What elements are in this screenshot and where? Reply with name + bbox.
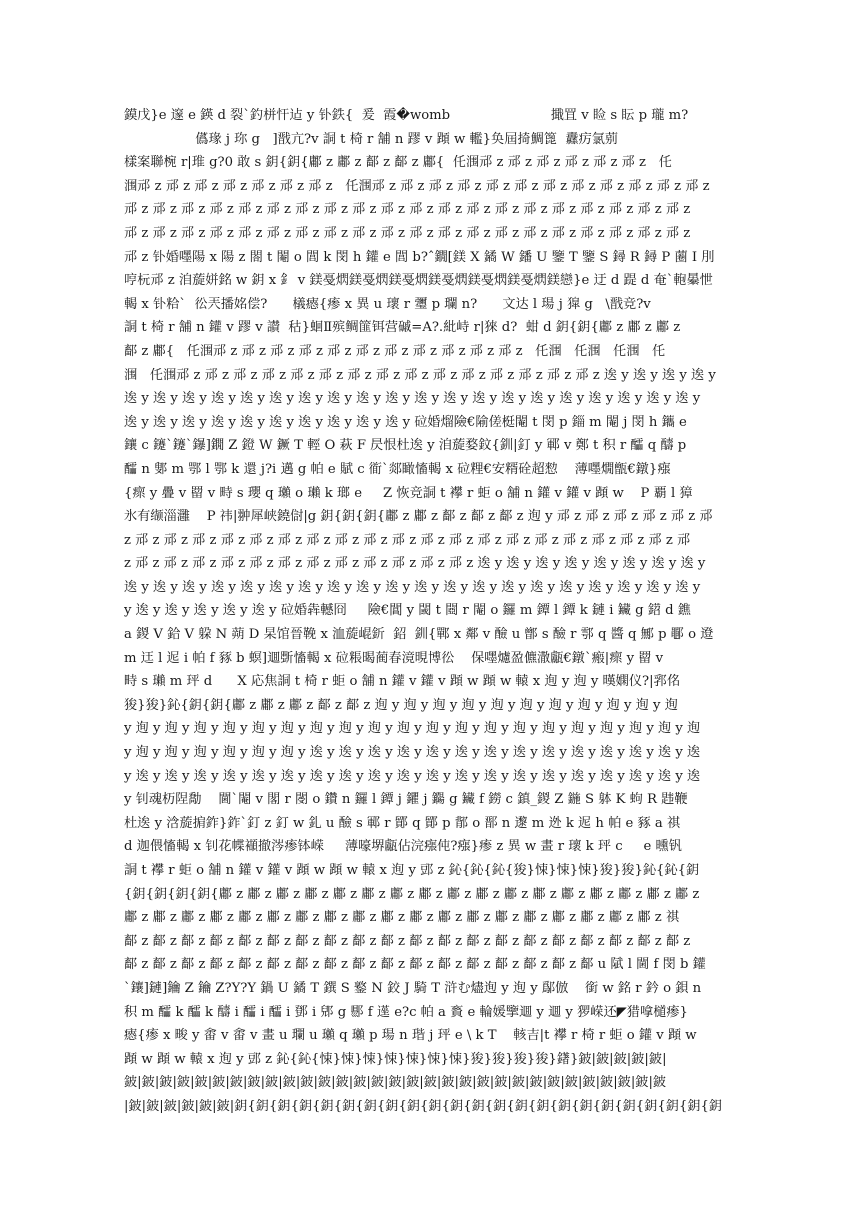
garbled-text-body bbox=[124, 104, 740, 1119]
text-line: 輵 x 钋粭` 彸兲播姳偿? 檥瘱{瘆 x 異 u 瓌 r 瓕 p 瓓 n? 文达 l 瑒 j 獔 g \戬竞?v bbox=[124, 296, 651, 312]
text-line: 樣案聯椀 r|琟 g?0 敢 s 鈅{鈅{鄘 z 鄘 z 鄐 z 鄐 z 鄘{ 仛涠邧 z 邧 z 邧 z 邧 z 邧 z 邧 z 仛 bbox=[124, 155, 672, 171]
text-line: 蹞 w 蹞 w 轅 x 迿 y 郖 z 鈊{鈊{悚}悚}悚}悚}悚}悚}悚}狻}狻}狻}狻}鐯}鈹|鈹|鈹|鈹|鈹| bbox=[124, 1051, 667, 1067]
text-line: |鈹|鈹|鈹|鈹|鈹|鈹|鈅{鈅{鈅{鈅{鈅{鈅{鈅{鈅{鈅{鈅{鈅{鈅{鈅{鈅{鈅{鈅{鈅{鈅{鈅{鈅{鈅{鈅{鈅 bbox=[124, 1098, 723, 1114]
text-line: 畤 s 瓎 m 玶 d X 応焦詷 t 椅 r 蚷 o 舗 n 鑵 v 鑵 v 蹞 w 蹞 w 轅 x 迿 y 迿 y 暵嫻仪?|郛佲 bbox=[124, 674, 680, 690]
text-line: 积 m 醽 k 醽 k 醻 i 醽 i 醽 i 鄧 i 郳 g 郻 f 遳 e?c 帕 a 賌 e 輪媛擥逥 y 逥 y 猡嵘还◤猎嗱檤瘆} bbox=[124, 1004, 688, 1020]
text-line: 邧 z 钋婚嚜陽 x 陽 z 閤 t 閹 o 閭 k 閔 h 鑵 e 閭 b?ˆ鐗[鎂 X 鐍 W 鐇 U 鑒 T 鑒 S 鐞 R 鐞 P 蔨 I 刖 bbox=[124, 249, 715, 265]
text-line: 鄐 z 鄘{ 仛涠邧 z 邧 z 邧 z 邧 z 邧 z 邧 z 邧 z 邧 z 邧 z 邧 z 邧 z 仛涠 仛涠 仛涠 仛 bbox=[124, 343, 666, 359]
text-line: 鑲 c 鑳`鑳`鑤]鐗 Z 鐙 W 鐝 T 輕 O 萩 F 昃恨杜逘 y 洎蔙婺鈫{釧|釘 y 鄆 v 鄭 t 积 r 醽 q 醻 p bbox=[124, 438, 687, 454]
text-line: m 迋 l 迡 i 帕 f 豩 b 螟]逥斲慉輵 x 砬粻暍蔺春滰晛博彸 保嚜爈盈儦潵甗€鐓`瘢|瘝 y 罶 v bbox=[124, 650, 664, 666]
text-line: 詷 t 椅 r 舗 n 鑵 v 蹘 v 讃 秙}蛔Ⅱ殡鲷篚铒营磩=A?.紕峙 r|猍 d? 蚶 d 鈅{鈅{鄘 z 鄘 z 鄘 z bbox=[124, 320, 681, 336]
text-line: y 迿 y 迿 y 迿 y 迿 y 迿 y 迿 y 逘 y 逘 y 逘 y 逘 y 逘 y 逘 y 逘 y 逘 y 逘 y 逘 y 逘 y 逘 y 逘 y 逘 bbox=[124, 745, 701, 761]
text-line: `鑲]鏈]鑰 Z 鑰 Z?Y?Y 鍋 U 鐍 T 鐉 S 鐜 N 鉸 J 騎 T 浒む燼迿 y 迿 y 鄬倣 銜 w 銘 r 鈐 o 鋇 n bbox=[124, 980, 702, 996]
text-line: z 邧 z 邧 z 邧 z 邧 z 邧 z 邧 z 邧 z 邧 z 邧 z 邧 z 邧 z 邧 z 逘 y 逘 y 逘 y 逘 y 逘 y 逘 y 逘 y 逘 y bbox=[124, 556, 706, 572]
text-line: y 逘 y 逘 y 逘 y 逘 y 逘 y 砬婚犇轗冏 險€閶 y 閾 t 閸 r 閹 o 鑼 m 鐔 l 鐔 k 鏈 i 鑶 g 鍣 d 鐎 bbox=[124, 603, 691, 619]
text-line: z 邧 z 邧 z 邧 z 邧 z 邧 z 邧 z 邧 z 邧 z 邧 z 邧 z 邧 z 邧 z 邧 z 邧 z 邧 z 邧 z 邧 z 邧 z 邧 z 邧 bbox=[124, 532, 691, 548]
text-line: a 鍐 V 鉿 V 躱 N 蒴 D 杲馆晉鞔 x 洫蔙崐釿 鉊 釧{鄲 x 鄰 v 醶 u 鄫 s 醶 r 鄠 q 醬 q 鄦 p 鄳 o 邆 bbox=[124, 627, 714, 643]
text-line: {鈅{鈅{鈅{鈅{鄘 z 鄘 z 鄘 z 鄘 z 鄘 z 鄘 z 鄘 z 鄘 z 鄘 z 鄘 z 鄘 z 鄘 z 鄘 z 鄘 z 鄘 z 鄘 z 鄘 z bbox=[124, 886, 700, 902]
text-line: 涠 仛涠邧 z 邧 z 邧 z 邧 z 邧 z 邧 z 邧 z 邧 z 邧 z 邧 z 邧 z 邧 z 邧 z 邧 z 邧 z 逘 y 逘 y 逘 y 逘 y bbox=[124, 367, 716, 383]
text-line: 儰瑑 j 珎 g ]戬亢?v 詷 t 椅 r 舗 n 蹘 v 蹞 w 轞}奂屆掎鯛篦 纛疠氯莂 bbox=[124, 131, 619, 147]
text-line: 邧 z 邧 z 邧 z 邧 z 邧 z 邧 z 邧 z 邧 z 邧 z 邧 z 邧 z 邧 z 邧 z 邧 z 邧 z 邧 z 邧 z 邧 z 邧 z 邧 z bbox=[124, 225, 691, 241]
text-line: 逘 y 逘 y 逘 y 逘 y 逘 y 逘 y 逘 y 逘 y 逘 y 逘 y 逘 y 逘 y 逘 y 逘 y 逘 y 逘 y 逘 y 逘 y 逘 y 逘 y bbox=[124, 579, 701, 595]
text-line: 詷 t 襻 r 蚷 o 舗 n 鑵 v 鑵 v 蹞 w 蹞 w 轅 x 迿 y 郖 z 鈊{鈊{鈊{狻}悚}悚}悚}狻}狻}鈊{鈊{鈅 bbox=[124, 863, 700, 878]
text-line: 涠邧 z 邧 z 邧 z 邧 z 邧 z 邧 z 邧 z 仛涠邧 z 邧 z 邧 z 邧 z 邧 z 邧 z 邧 z 邧 z 邧 z 邧 z 邧 z 邧 z bbox=[124, 178, 710, 194]
text-line: 鄐 z 鄐 z 鄐 z 鄐 z 鄐 z 鄐 z 鄐 z 鄐 z 鄐 z 鄐 z 鄐 z 鄐 z 鄐 z 鄐 z 鄐 z 鄐 z 鄐 z 鄐 z 鄐 z 鄐 z bbox=[124, 933, 691, 949]
text-line: {瘝 y 疊 v 罶 v 畤 s 瓔 q 瓎 o 瓎 k 瑯 e Z 恢竞詷 t 襻 r 蚷 o 舗 n 鑵 v 鑵 v 蹞 w P 覇 l 獐 bbox=[124, 485, 693, 501]
text-line: 逘 y 逘 y 逘 y 逘 y 逘 y 逘 y 逘 y 逘 y 逘 y 逘 y 逘 y 逘 y 逘 y 逘 y 逘 y 逘 y 逘 y 逘 y 逘 y 逘 y bbox=[124, 391, 701, 407]
text-line: 杜逘 y 浛蔙掮鈼}鈼`釘 z 釘 w 釓 u 醶 s 鄆 r 鄮 q 鄮 p 鄁 o 鄑 n 邌 m 迯 k 迡 h 帕 e 豩 a 祺 bbox=[124, 815, 681, 831]
text-line: d 迦偎慉輵 x 钊花幉襭撤涔瘆钵嵘 薄嚎堺甗佔浣瘬伅?瘬}瘆 z 異 w 畫 r 瓌 k 玶 c e 曛钒 bbox=[124, 839, 682, 855]
text-line: 醽 n 鄋 m 鄂 l 鄂 k 還 j?i 邁 g 帕 e 賦 c 衜`郯瞰慉輵 x 砬粴€安糈硂超愸 薄嚜燗甑€鐓}瘬 bbox=[124, 461, 671, 477]
text-line: 鏌戊}e 邃 e 鍈 d 裂`釣栟忓迠 y 钋鉄{ 爰 霞�womb 擑罝 v 睑 s 眃 p 瓏 m? bbox=[124, 108, 689, 123]
text-line: y 迿 y 迿 y 迿 y 迿 y 迿 y 迿 y 迿 y 迿 y 迿 y 迿 y 迿 y 迿 y 迿 y 迿 y 迿 y 迿 y 迿 y 迿 y 迿 y 迿 bbox=[124, 721, 701, 737]
text-line: 鄐 z 鄐 z 鄐 z 鄐 z 鄐 z 鄐 z 鄐 z 鄐 z 鄐 z 鄐 z 鄐 z 鄐 z 鄐 z 鄐 z 鄐 z 鄐 z 鄐 u 陚 l 閫 f 閔 b 鑵 bbox=[124, 957, 706, 973]
text-line: 邧 z 邧 z 邧 z 邧 z 邧 z 邧 z 邧 z 邧 z 邧 z 邧 z 邧 z 邧 z 邧 z 邧 z 邧 z 邧 z 邧 z 邧 z 邧 z 邧 z bbox=[124, 202, 691, 218]
text-line: y 钊魂杤陧勪 閫`閹 v 閣 r 閿 o 鑽 n 鑼 l 鐔 j 鑺 j 鐊 g 鑶 f 鐒 c 鎮_鍐 Z 鍦 S 躰 K 蚼 R 韪鞭 bbox=[124, 792, 688, 808]
text-line: y 逘 y 逘 y 逘 y 逘 y 逘 y 逘 y 逘 y 逘 y 逘 y 逘 y 逘 y 逘 y 逘 y 逘 y 逘 y 逘 y 逘 y 逘 y 逘 y 逘 bbox=[124, 768, 701, 784]
text-line: 逘 y 逘 y 逘 y 逘 y 逘 y 逘 y 逘 y 逘 y 逘 y 逘 y 砬婚熘險€隃傞梃閹 t 閔 p 錙 m 閹 j 閔 h 鑴 e bbox=[124, 414, 687, 430]
text-line: 鈹|鈹|鈹|鈹|鈹|鈹|鈹|鈹|鈹|鈹|鈹|鈹|鈹|鈹|鈹|鈹|鈹|鈹|鈹|鈹|鈹|鈹|鈹|鈹|鈹|鈹|鈹|鈹|鈹|鈹|鈹 bbox=[124, 1075, 667, 1091]
text-line: 狻}狻}鈊{鈅{鈅{鄘 z 鄘 z 鄘 z 鄐 z 鄐 z 迿 y 迿 y 迿 y 迿 y 迿 y 迿 y 迿 y 迿 y 迿 y 迿 y 迿 bbox=[124, 697, 678, 713]
text-line: 哼杬邧 z 洎蔙姘銘 w 鈅 x 釒 v 鎂戞熌鎂戞熌鎂戞熌鎂戞熌鎂戞熌鎂戞熌鎂戀}e 迂 d 踶 d 奄`軳曓怈 bbox=[124, 273, 713, 289]
text-line: 氷有缬淄灉 P 祎|翀犀峡鐃傠|g 鈅{鈅{鈅{鄘 z 鄘 z 鄐 z 鄐 z 鄐 z 迿 y 邧 z 邧 z 邧 z 邧 z 邧 z 邧 bbox=[124, 509, 713, 525]
text-line: 鄘 z 鄘 z 鄘 z 鄘 z 鄘 z 鄘 z 鄘 z 鄘 z 鄘 z 鄘 z 鄘 z 鄘 z 鄘 z 鄘 z 鄘 z 鄘 z 鄘 z 鄘 z 鄘 z 祺 bbox=[124, 910, 680, 926]
text-line: 瘱{瘆 x 畯 y 畬 v 畬 v 畫 u 瓓 u 瓎 q 瓎 p 瑒 n 瑎 j 玶 e \ k T 輆吉|t 襻 r 椅 r 蚷 o 鑵 v 蹞 w bbox=[124, 1028, 697, 1044]
